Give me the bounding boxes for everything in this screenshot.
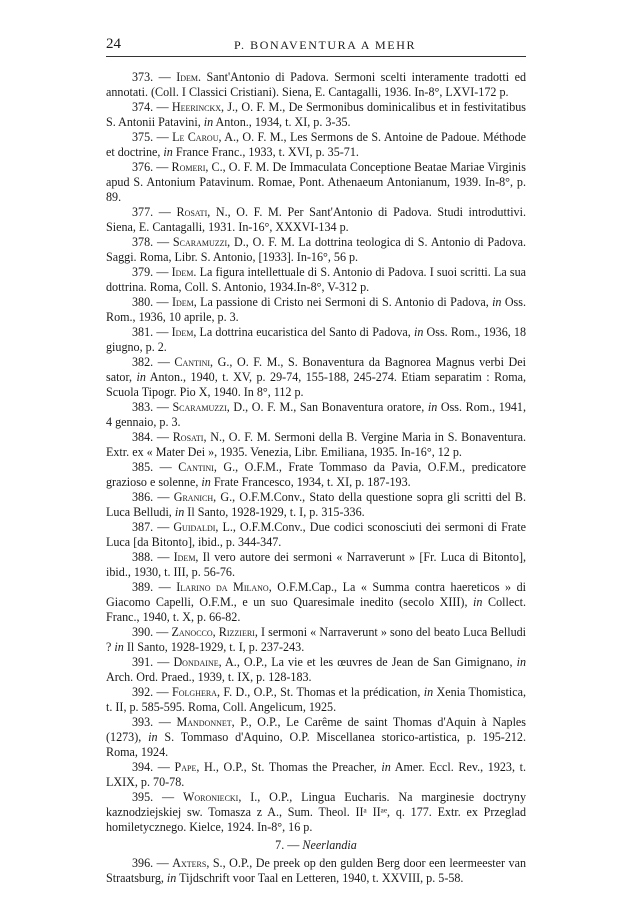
entry-text: A., O.P., La vie et les œuvres de Jean de San Gimignano, [221, 655, 517, 669]
entry-text: N., O. F. M. Sermoni della B. Vergine Maria in S. Bonaventura. Extr. ex « Mater Dei », 1935. Venezia, Libr. Emiliana, 1935. In-16°, 12 p. [106, 430, 526, 459]
entry-source: Tijdschrift voor Taal en Letteren, 1940, t. XXVIII, p. 5-58. [176, 871, 464, 885]
bibliography-entry: 386. — Granich, G., O.F.M.Conv., Stato della questione sopra gli scritti del B. Luca Belludi, in Il Santo, 1928-1929, t. I, p. 315-336. [106, 490, 527, 519]
entry-author: Idem. [176, 70, 202, 84]
entry-source: S. Tommaso d'Aquino, O.P. Miscellanea storico-artistica, p. 195-212. Roma, 1924. [106, 730, 526, 759]
entry-number: 390. [132, 625, 154, 639]
bibliography-entry: 393. — Mandonnet, P., O.P., Le Carême de saint Thomas d'Aquin à Naples (1273), in S. Tommaso d'Aquino, O.P. Miscellanea storico-artistica, p. 195-212. Roma, 1924. [106, 715, 526, 759]
entry-author: Granich, [173, 490, 217, 504]
entry-number: 391. [132, 655, 154, 669]
entry-number: 384. [132, 430, 154, 444]
header-divider [106, 56, 526, 57]
entry-number: 393. [132, 715, 154, 729]
entry-text: J., O. F. M., De Sermonibus dominicalibus et in festivitatibus S. Antonii Patavini, [106, 100, 527, 129]
entry-author: Ilarino da Milano, [176, 580, 272, 594]
entry-text: Il vero autore dei sermoni « Narraverunt » [Fr. Luca di Bitonto], ibid., 1930, t. III, p. 56-76. [106, 550, 526, 579]
bibliography-entry: 380. — Idem, La passione di Cristo nei Sermoni di S. Antonio di Padova, in Oss. Rom., 1936, 10 aprile, p. 3. [106, 295, 526, 324]
entry-in-marker: in [516, 655, 526, 669]
entry-number: 375. [132, 130, 154, 144]
entry-text: A., O. F. M., Les Sermons de S. Antoine de Padoue. Méthode et doctrine, [106, 130, 526, 159]
bibliography-entry: 379. — Idem. La figura intellettuale di S. Antonio di Padova. I suoi scritti. La sua dottrina. Roma, Coll. S. Antonio, 1934.In-8°, V-312 p. [106, 265, 527, 294]
entry-author: Dondaine, [173, 655, 222, 669]
entry-text: La passione di Cristo nei Sermoni di S. Antonio di Padova, [196, 295, 493, 309]
bibliography-entry: 375. — Le Carou, A., O. F. M., Les Sermons de S. Antoine de Padoue. Méthode et doctrine, in France Franc., 1933, t. XVI, p. 35-71. [106, 130, 526, 159]
entry-text: I sermoni « Narraverunt » sono del beato Luca Belludi ? [106, 625, 527, 654]
entry-text: G., O.F.M.Conv., Stato della questione sopra gli scritti del B. Luca Belludi, [106, 490, 527, 519]
entry-author: Scaramuzzi, [172, 235, 231, 249]
entry-author: Romeri, [171, 160, 209, 174]
entry-in-marker: in [136, 370, 146, 384]
entry-author: Cantini, [174, 355, 214, 369]
entry-author: Scaramuzzi, [172, 400, 230, 414]
entry-author: Cantini, [178, 460, 217, 474]
bibliography-entry: 381. — Idem, La dottrina eucaristica del Santo di Padova, in Oss. Rom., 1936, 18 giugno, p. 2. [106, 325, 527, 354]
entry-source: Oss. Rom., 1936, 18 giugno, p. 2. [106, 325, 527, 354]
entry-in-marker: in [381, 760, 391, 774]
entry-text: La figura intellettuale di S. Antonio di Padova. I suoi scritti. La sua dottrina. Roma, Coll. S. Antonio, 1934.In-8°, V-312 p. [106, 265, 527, 294]
entry-author: Rosati, [176, 205, 211, 219]
bibliography-entry: 387. — Guidaldi, L., O.F.M.Conv., Due codici sconosciuti dei sermoni di Frate Luca [da Bitonto], ibid., p. 344-347. [106, 520, 526, 549]
entry-in-marker: in [473, 595, 483, 609]
entry-author: Axters, [172, 856, 210, 870]
bibliography-entry: 390. — Zanocco, Rizzieri, I sermoni « Narraverunt » sono del beato Luca Belludi ? in Il Santo, 1928-1929, t. I, p. 237-243. [106, 625, 527, 654]
entry-number: 377. [132, 205, 154, 219]
entry-source: Amer. Eccl. Rev., 1923, t. LXIX, p. 70-78. [106, 760, 527, 789]
entry-source: Oss. Rom., 1936, 10 aprile, p. 3. [106, 295, 526, 324]
bibliography-entry: 385. — Cantini, G., O.F.M., Frate Tommaso da Pavia, O.F.M., predicatore grazioso e solenne, in Frate Francesco, 1934, t. XI, p. 187-193. [106, 460, 527, 489]
entry-in-marker: in [114, 640, 124, 654]
entry-author: Le Carou, [172, 130, 222, 144]
bibliography-entry: 376. — Romeri, C., O. F. M. De Immaculata Conceptione Beatae Mariae Virginis apud S. Antonium Patavinum. Romae, Pont. Athenaeum Antonianum, 1939. In-8°, p. 89. [106, 160, 526, 204]
entry-source: Il Santo, 1928-1929, t. I, p. 237-243. [123, 640, 305, 654]
page-number: 24 [106, 36, 121, 52]
entry-number: 380. [132, 295, 154, 309]
section-heading [106, 838, 526, 853]
bibliography-entry: 395. — Woroniecki, I., O.P., Lingua Eucharis. Na marginesie doctryny kaznodziejskiej sw. Tomasza z A., Sum. Theol. IIᵃ IIᵃᵉ, q. 177. Extr. ex Przeglad homiletycznego. Kielce, 1924. In-8°, 16 p. [106, 790, 526, 834]
bibliography-entry: 378. — Scaramuzzi, D., O. F. M. La dottrina teologica di S. Antonio di Padova. Saggi. Roma, Libr. S. Antonio, [1933]. In-16°, 56 p. [106, 235, 527, 264]
entry-in-marker: in [492, 295, 502, 309]
entry-number: 382. [132, 355, 154, 369]
bibliography-entry: 394. — Pape, H., O.P., St. Thomas the Preacher, in Amer. Eccl. Rev., 1923, t. LXIX, p. 70-78. [106, 760, 527, 789]
bibliography-entry: 382. — Cantini, G., O. F. M., S. Bonaventura da Bagnorea Magnus verbi Dei sator, in Anton., 1940, t. XV, p. 29-74, 155-188, 245-274. Etiam separatim : Roma, Scuola Tipogr. Pio X, 1940. In 8°, 112 p. [106, 355, 526, 399]
entry-number: 376. [132, 160, 154, 174]
entry-number: 385. [132, 460, 154, 474]
entry-text: F. D., O.P., St. Thomas et la prédication, [219, 685, 424, 699]
entry-text: D., O. F. M., San Bonaventura oratore, [229, 400, 428, 414]
entry-text: P., O.P., Le Carême de saint Thomas d'Aquin à Naples (1273), [106, 715, 526, 744]
entry-author: Heerinckx, [171, 100, 225, 114]
entry-author: Zanocco, Rizzieri, [171, 625, 258, 639]
section-number: 7. — [275, 838, 300, 852]
entry-source: Il Santo, 1928-1929, t. I, p. 315-336. [184, 505, 365, 519]
entry-source: Xenia Thomistica, t. II, p. 585-595. Roma, Coll. Angelicum, 1925. [106, 685, 526, 714]
page-header [106, 36, 526, 56]
entry-source: Collect. Franc., 1940, t. X, p. 66-82. [106, 595, 526, 624]
entry-in-marker: in [413, 325, 424, 339]
entry-number: 374. [132, 100, 154, 114]
bibliography-entry: 374. — Heerinckx, J., O. F. M., De Sermonibus dominicalibus et in festivitatibus S. Antonii Patavini, in Anton., 1934, t. XI, p. 3-35. [106, 100, 527, 129]
entries-list [106, 70, 526, 835]
entry-number: 373. [132, 70, 154, 84]
entry-text: D., O. F. M. La dottrina teologica di S. Antonio di Padova. Saggi. Roma, Libr. S. Antonio, [1933]. In-16°, 56 p. [106, 235, 527, 264]
entry-in-marker: in [201, 475, 211, 489]
entry-number: 394. [132, 760, 154, 774]
entry-text: G., O.F.M., Frate Tommaso da Pavia, O.F.M., predicatore grazioso e solenne, [106, 460, 527, 489]
bibliography-entry: 383. — Scaramuzzi, D., O. F. M., San Bonaventura oratore, in Oss. Rom., 1941, 4 gennaio, p. 3. [106, 400, 526, 429]
entry-source: Frate Francesco, 1934, t. XI, p. 187-193. [210, 475, 411, 489]
entry-text: O.F.M.Cap., La « Summa contra haereticos » di Giacomo Capelli, O.F.M., e un suo Quaresimale inedito (secolo XIII), [106, 580, 527, 609]
bibliography-entry: 373. — Idem. Sant'Antonio di Padova. Sermoni scelti interamente tradotti ed annotati. (Coll. I Classici Cristiani). Siena, E. Cantagalli, 1936. In-8°, LXVI-172 p. [106, 70, 527, 99]
entry-text: N., O. F. M. Per Sant'Antonio di Padova. Studi introduttivi. Siena, E. Cantagalli, 1931. In-16°, XXXVI-134 p. [106, 205, 526, 234]
running-title: P. BONAVENTURA A MEHR [234, 38, 417, 52]
entry-author: Idem, [171, 325, 197, 339]
entry-in-marker: in [163, 145, 173, 159]
bibliography-entry: 392. — Folghera, F. D., O.P., St. Thomas et la prédication, in Xenia Thomistica, t. II, p. 585-595. Roma, Coll. Angelicum, 1925. [106, 685, 526, 714]
entry-text: H., O.P., St. Thomas the Preacher, [199, 760, 382, 774]
entry-author: Woroniecki, [182, 790, 242, 804]
entry-source: Anton., 1934, t. XI, p. 3-35. [213, 115, 351, 129]
entry-number: 386. [132, 490, 154, 504]
entry-text: La dottrina eucaristica del Santo di Padova, [196, 325, 414, 339]
entry-in-marker: in [203, 115, 214, 129]
entry-source: France Franc., 1933, t. XVI, p. 35-71. [172, 145, 359, 159]
entry-number: 387. [132, 520, 154, 534]
entry-number: 389. [132, 580, 154, 594]
entry-author: Folghera, [172, 685, 220, 699]
bibliography-entry: 391. — Dondaine, A., O.P., La vie et les œuvres de Jean de San Gimignano, in Arch. Ord. Praed., 1939, t. IX, p. 128-183. [106, 655, 526, 684]
entry-source: Arch. Ord. Praed., 1939, t. IX, p. 128-183. [106, 670, 312, 684]
entry-in-marker: in [427, 400, 438, 414]
entry-number: 378. [132, 235, 154, 249]
entry-text: C., O. F. M. De Immaculata Conceptione Beatae Mariae Virginis apud S. Antonium Patavinum. Romae, Pont. Athenaeum Antonianum, 1939. In-8°, p. 89. [106, 160, 526, 204]
entry-author: Mandonnet, [176, 715, 235, 729]
entry-text: S., O.P., De preek op den gulden Berg door een leermeester van Straatsburg, [106, 856, 527, 885]
entry-author: Rosati, [172, 430, 207, 444]
entry-in-marker: in [423, 685, 434, 699]
section-title: Neerlandia [302, 838, 357, 852]
entry-in-marker: in [166, 871, 177, 885]
entry-text: L., O.F.M.Conv., Due codici sconosciuti dei sermoni di Frate Luca [da Bitonto], ibid., p. 344-347. [106, 520, 526, 549]
entry-author: Pape, [174, 760, 200, 774]
bibliography-entry: 377. — Rosati, N., O. F. M. Per Sant'Antonio di Padova. Studi introduttivi. Siena, E. Cantagalli, 1931. In-16°, XXXVI-134 p. [106, 205, 526, 234]
entry-text: I., O.P., Lingua Eucharis. Na marginesie doctryny kaznodziejskiej sw. Tomasza z A., Sum. Theol. IIᵃ IIᵃᵉ, q. 177. Extr. ex Przeglad homiletycznego. Kielce, 1924. In-8°, 16 p. [106, 790, 526, 834]
bibliography-entry: 389. — Ilarino da Milano, O.F.M.Cap., La « Summa contra haereticos » di Giacomo Capelli, O.F.M., e un suo Quaresimale inedito (secolo XIII), in Collect. Franc., 1940, t. X, p. 66-82. [106, 580, 527, 624]
entry-author: Idem. [171, 265, 197, 279]
entries-list-after [106, 856, 526, 886]
entry-source: Anton., 1940, t. XV, p. 29-74, 155-188, 245-274. Etiam separatim : Roma, Scuola Tipogr. Pio X, 1940. In 8°, 112 p. [106, 370, 526, 399]
bibliography-entry: 388. — Idem, Il vero autore dei sermoni « Narraverunt » [Fr. Luca di Bitonto], ibid., 1930, t. III, p. 56-76. [106, 550, 526, 579]
entry-number: 381. [132, 325, 154, 339]
entry-number: 396. [132, 856, 154, 870]
bibliography-entry: 396. — Axters, S., O.P., De preek op den gulden Berg door een leermeester van Straatsburg, in Tijdschrift voor Taal en Letteren, 1940, t. XXVIII, p. 5-58. [106, 856, 527, 885]
entry-text: Sant'Antonio di Padova. Sermoni scelti interamente tradotti ed annotati. (Coll. I Classici Cristiani). Siena, E. Cantagalli, 1936. In-8°, LXVI-172 p. [106, 70, 527, 99]
entry-author: Guidaldi, [173, 520, 219, 534]
entry-in-marker: in [148, 730, 158, 744]
entry-in-marker: in [174, 505, 185, 519]
entry-number: 395. [132, 790, 154, 804]
entry-source: Oss. Rom., 1941, 4 gennaio, p. 3. [106, 400, 526, 429]
bibliography-entry: 384. — Rosati, N., O. F. M. Sermoni della B. Vergine Maria in S. Bonaventura. Extr. ex « Mater Dei », 1935. Venezia, Libr. Emiliana, 1935. In-16°, 12 p. [106, 430, 526, 459]
bibliography-body [106, 70, 526, 886]
entry-author: Idem, [171, 295, 197, 309]
entry-number: 379. [132, 265, 154, 279]
entry-text: G., O. F. M., S. Bonaventura da Bagnorea Magnus verbi Dei sator, [106, 355, 526, 384]
entry-number: 383. [132, 400, 154, 414]
entry-number: 392. [132, 685, 154, 699]
entry-author: Idem, [173, 550, 199, 564]
entry-number: 388. [132, 550, 154, 564]
